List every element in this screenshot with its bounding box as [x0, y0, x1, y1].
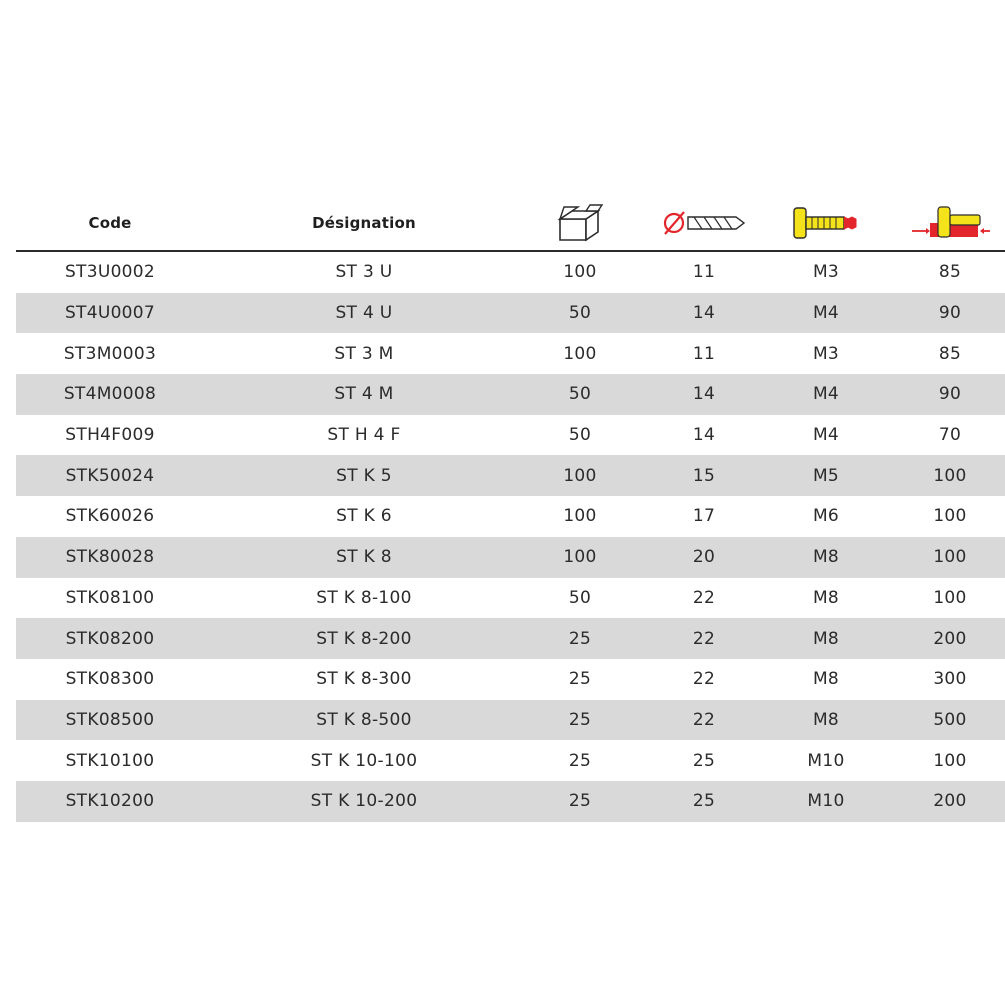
cell-anchor-length: 90: [938, 384, 962, 405]
cell-designation: ST K 8-200: [316, 628, 412, 649]
cell-designation: ST K 5: [336, 465, 392, 486]
cell-code: STK08200: [65, 628, 155, 649]
cell-anchor-length: 100: [933, 587, 967, 608]
cell-anchor-length: 90: [938, 303, 962, 324]
cell-quantity: 50: [568, 425, 592, 446]
cell-designation: ST 4 M: [334, 384, 394, 405]
cell-screw-size: M8: [812, 547, 840, 568]
box-icon: [556, 203, 604, 243]
cell-drill-diameter: 15: [692, 465, 716, 486]
header-code-label: Code: [88, 213, 132, 232]
cell-anchor-length: 300: [933, 669, 967, 690]
product-table: [16, 195, 1005, 822]
cell-screw-size: M5: [812, 465, 840, 486]
cell-designation: ST K 8: [336, 547, 392, 568]
table-row: [16, 252, 1005, 293]
cell-designation: ST 4 U: [335, 303, 393, 324]
cell-code: STK08300: [65, 669, 155, 690]
cell-designation: ST 3 U: [335, 262, 393, 283]
table-row: [16, 455, 1005, 496]
cell-drill-diameter: 14: [692, 384, 716, 405]
table-header: [16, 195, 1005, 252]
cell-designation: ST K 10-100: [310, 750, 418, 771]
cell-drill-diameter: 22: [692, 587, 716, 608]
cell-anchor-length: 200: [933, 791, 967, 812]
cell-designation: ST K 8-100: [316, 587, 412, 608]
cell-code: STK60026: [65, 506, 155, 527]
cell-designation: ST K 8-500: [316, 709, 412, 730]
cell-drill-diameter: 17: [692, 506, 716, 527]
table-row: [16, 415, 1005, 456]
cell-screw-size: M3: [812, 262, 840, 283]
cell-screw-size: M8: [812, 669, 840, 690]
cell-screw-size: M4: [812, 425, 840, 446]
cell-screw-size: M10: [807, 791, 845, 812]
cell-screw-size: M8: [812, 628, 840, 649]
cell-designation: ST K 8-300: [316, 669, 412, 690]
cell-quantity: 50: [568, 587, 592, 608]
drill-diameter-icon: [662, 208, 746, 238]
cell-drill-diameter: 11: [692, 343, 716, 364]
cell-anchor-length: 85: [938, 343, 962, 364]
cell-drill-diameter: 25: [692, 791, 716, 812]
table-body: [16, 252, 1005, 822]
header-screw-size: [776, 195, 876, 250]
cell-drill-diameter: 14: [692, 425, 716, 446]
cell-anchor-length: 500: [933, 709, 967, 730]
cell-drill-diameter: 20: [692, 547, 716, 568]
cell-quantity: 100: [563, 506, 597, 527]
table-row: [16, 537, 1005, 578]
cell-quantity: 100: [563, 262, 597, 283]
table-row: [16, 700, 1005, 741]
cell-quantity: 50: [568, 384, 592, 405]
cell-code: STK80028: [65, 547, 155, 568]
cell-code: STK08100: [65, 587, 155, 608]
cell-quantity: 100: [563, 547, 597, 568]
cell-anchor-length: 100: [933, 465, 967, 486]
cell-quantity: 100: [563, 465, 597, 486]
cell-code: STK10200: [65, 791, 155, 812]
cell-code: ST4U0007: [64, 303, 156, 324]
header-code: [40, 195, 180, 250]
anchor-length-icon: [908, 203, 992, 243]
cell-drill-diameter: 22: [692, 709, 716, 730]
cell-code: ST3U0002: [64, 262, 156, 283]
header-designation: [294, 195, 434, 250]
cell-anchor-length: 85: [938, 262, 962, 283]
cell-code: STH4F009: [65, 425, 155, 446]
cell-code: STK50024: [65, 465, 155, 486]
table-row: [16, 333, 1005, 374]
cell-drill-diameter: 25: [692, 750, 716, 771]
cell-screw-size: M10: [807, 750, 845, 771]
cell-quantity: 25: [568, 750, 592, 771]
table-row: [16, 781, 1005, 822]
cell-quantity: 50: [568, 303, 592, 324]
cell-quantity: 25: [568, 791, 592, 812]
cell-quantity: 100: [563, 343, 597, 364]
cell-anchor-length: 70: [938, 425, 962, 446]
cell-drill-diameter: 22: [692, 628, 716, 649]
cell-screw-size: M8: [812, 587, 840, 608]
cell-screw-size: M4: [812, 303, 840, 324]
cell-anchor-length: 100: [933, 506, 967, 527]
cell-designation: ST K 6: [336, 506, 392, 527]
cell-code: ST3M0003: [63, 343, 157, 364]
cell-drill-diameter: 22: [692, 669, 716, 690]
cell-code: ST4M0008: [63, 384, 157, 405]
cell-code: STK08500: [65, 709, 155, 730]
cell-drill-diameter: 11: [692, 262, 716, 283]
header-drill-diameter: [654, 195, 754, 250]
table-row: [16, 659, 1005, 700]
cell-screw-size: M3: [812, 343, 840, 364]
cell-designation: ST K 10-200: [310, 791, 418, 812]
cell-quantity: 25: [568, 669, 592, 690]
screw-icon: [790, 205, 862, 241]
cell-designation: ST 3 M: [334, 343, 394, 364]
table-row: [16, 374, 1005, 415]
cell-quantity: 25: [568, 628, 592, 649]
header-designation-label: Désignation: [312, 213, 416, 232]
cell-anchor-length: 100: [933, 547, 967, 568]
cell-screw-size: M6: [812, 506, 840, 527]
table-row: [16, 496, 1005, 537]
table-row: [16, 618, 1005, 659]
cell-designation: ST H 4 F: [327, 425, 401, 446]
cell-screw-size: M8: [812, 709, 840, 730]
table-row: [16, 293, 1005, 334]
header-anchor-length: [900, 195, 1000, 250]
header-quantity: [530, 195, 630, 250]
cell-drill-diameter: 14: [692, 303, 716, 324]
cell-anchor-length: 100: [933, 750, 967, 771]
table-row: [16, 740, 1005, 781]
cell-screw-size: M4: [812, 384, 840, 405]
cell-code: STK10100: [65, 750, 155, 771]
cell-anchor-length: 200: [933, 628, 967, 649]
table-row: [16, 578, 1005, 619]
cell-quantity: 25: [568, 709, 592, 730]
